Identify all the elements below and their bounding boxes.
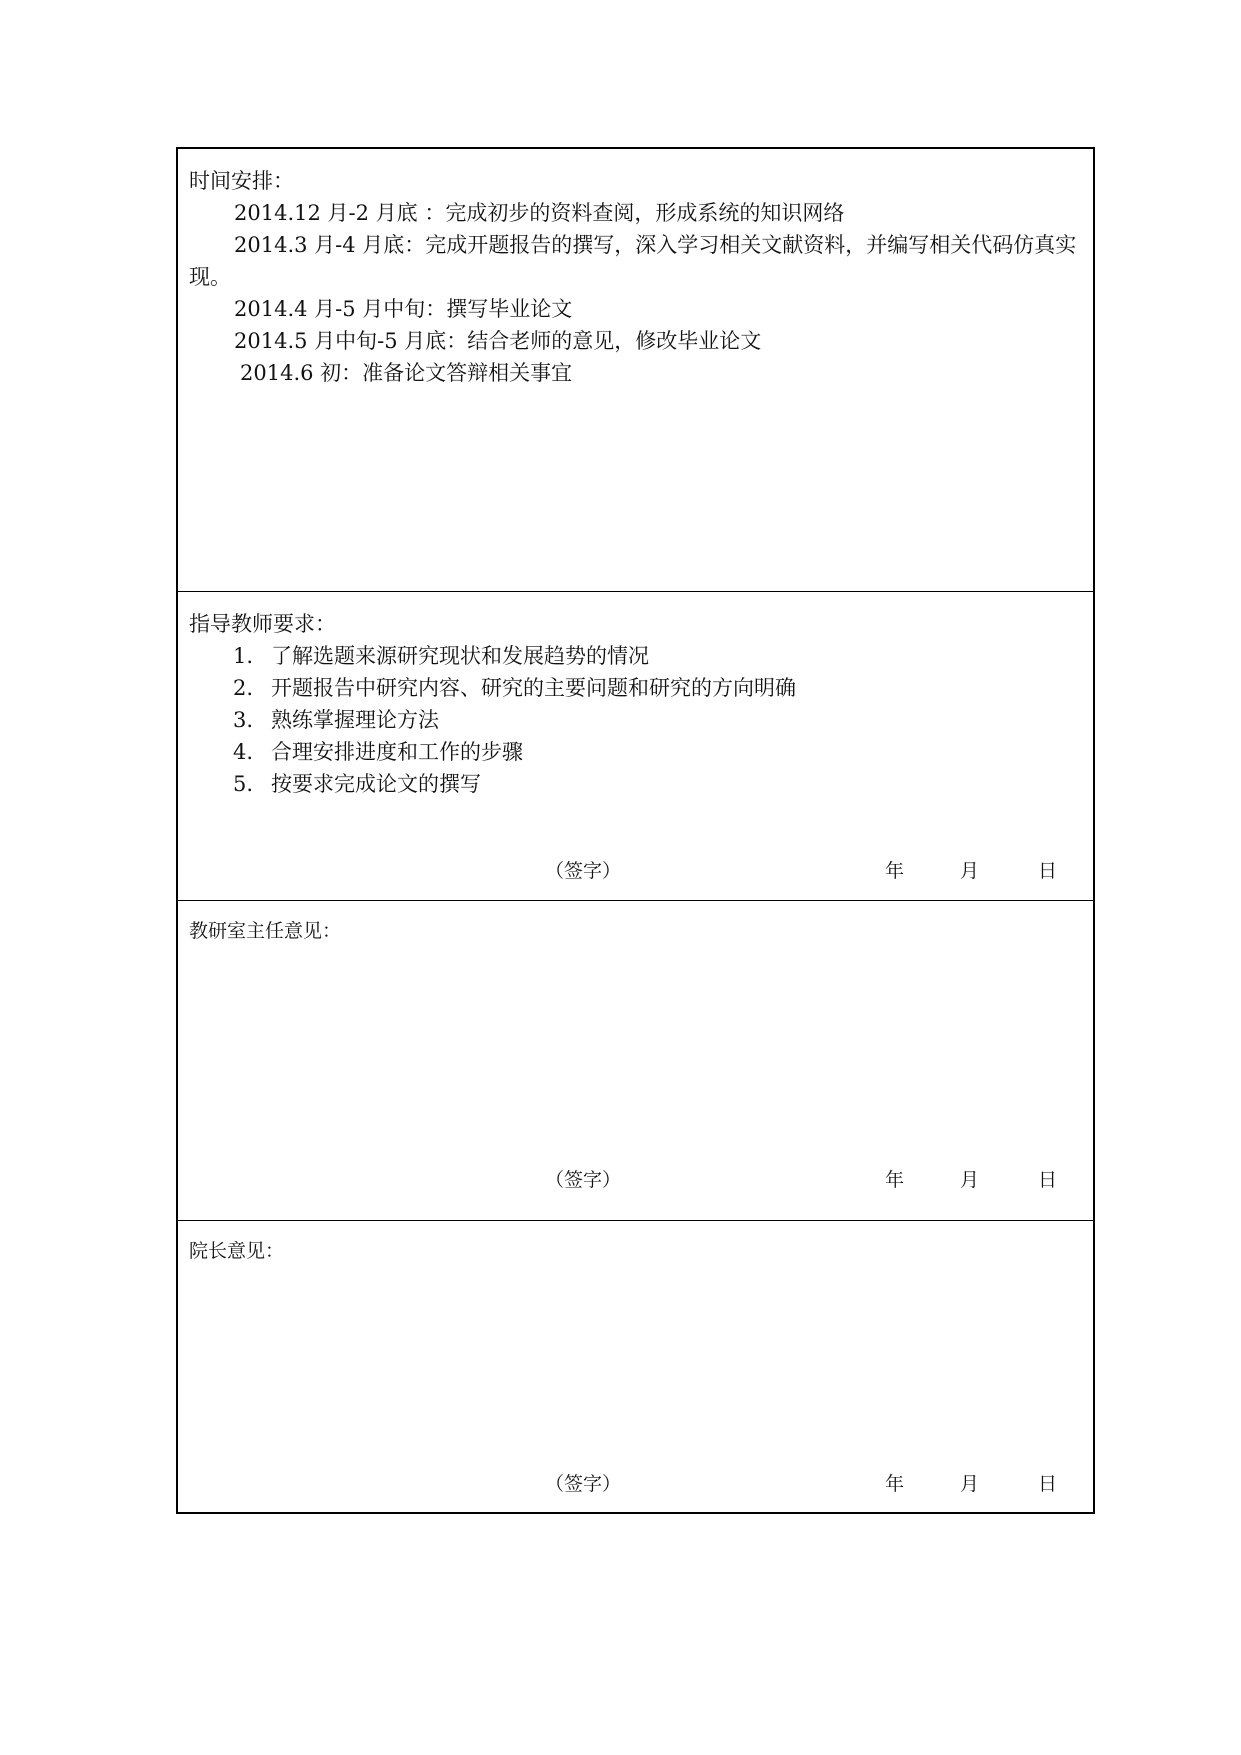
requirement-text: 开题报告中研究内容、研究的主要问题和研究的方向明确 <box>271 676 796 700</box>
advisor-title: 指导教师要求： <box>189 612 336 636</box>
schedule-item-2: 2014.3 月-4 月底：完成开题报告的撰写，深入学习相关文献资料，并编写相关代码仿真实现。 <box>189 233 1077 289</box>
requirement-number: 4. <box>233 740 254 764</box>
date-day-label: 日 <box>1038 1473 1058 1495</box>
requirement-text: 熟练掌握理论方法 <box>271 708 439 732</box>
schedule-body <box>189 197 1089 389</box>
dean-section <box>178 1221 1093 1514</box>
signature-label: （签字） <box>545 1473 622 1495</box>
requirement-item <box>233 672 796 704</box>
requirements-list <box>233 640 796 800</box>
requirement-number: 2. <box>233 676 254 700</box>
date-year-label: 年 <box>885 1169 905 1191</box>
requirement-number: 5. <box>233 772 254 796</box>
requirement-number: 1. <box>233 644 254 668</box>
schedule-item-3: 2014.4 月-5 月中旬：撰写毕业论文 <box>234 297 573 321</box>
requirement-item <box>233 736 796 768</box>
date-year-label: 年 <box>885 1473 905 1495</box>
date-day-label: 日 <box>1038 860 1058 882</box>
schedule-item-1: 2014.12 月-2 月底 ：完成初步的资料查阅，形成系统的知识网络 <box>234 201 845 225</box>
schedule-item-4: 2014.5 月中旬-5 月底：结合老师的意见，修改毕业论文 <box>234 329 762 353</box>
requirement-item <box>233 768 796 800</box>
advisor-section <box>178 592 1093 901</box>
date-year-label: 年 <box>885 860 905 882</box>
requirement-text: 按要求完成论文的撰写 <box>271 772 481 796</box>
requirement-text: 合理安排进度和工作的步骤 <box>271 740 523 764</box>
requirement-item <box>233 704 796 736</box>
schedule-section <box>178 149 1093 592</box>
dean-signature-row <box>178 1469 1093 1499</box>
director-title: 教研室主任意见： <box>189 920 342 942</box>
signature-label: （签字） <box>545 1169 622 1191</box>
date-month-label: 月 <box>960 860 980 882</box>
date-month-label: 月 <box>960 1473 980 1495</box>
requirement-text: 了解选题来源研究现状和发展趋势的情况 <box>271 644 649 668</box>
opening-report-form-table <box>176 147 1095 1514</box>
requirement-item <box>233 640 796 672</box>
signature-label: （签字） <box>545 860 622 882</box>
date-month-label: 月 <box>960 1169 980 1191</box>
schedule-title: 时间安排： <box>189 169 294 193</box>
advisor-signature-row <box>178 856 1093 886</box>
director-section <box>178 901 1093 1221</box>
requirement-number: 3. <box>233 708 254 732</box>
date-day-label: 日 <box>1038 1169 1058 1191</box>
dean-title: 院长意见： <box>189 1240 285 1262</box>
director-signature-row <box>178 1165 1093 1195</box>
schedule-item-5: 2014.6 初：准备论文答辩相关事宜 <box>240 361 573 385</box>
